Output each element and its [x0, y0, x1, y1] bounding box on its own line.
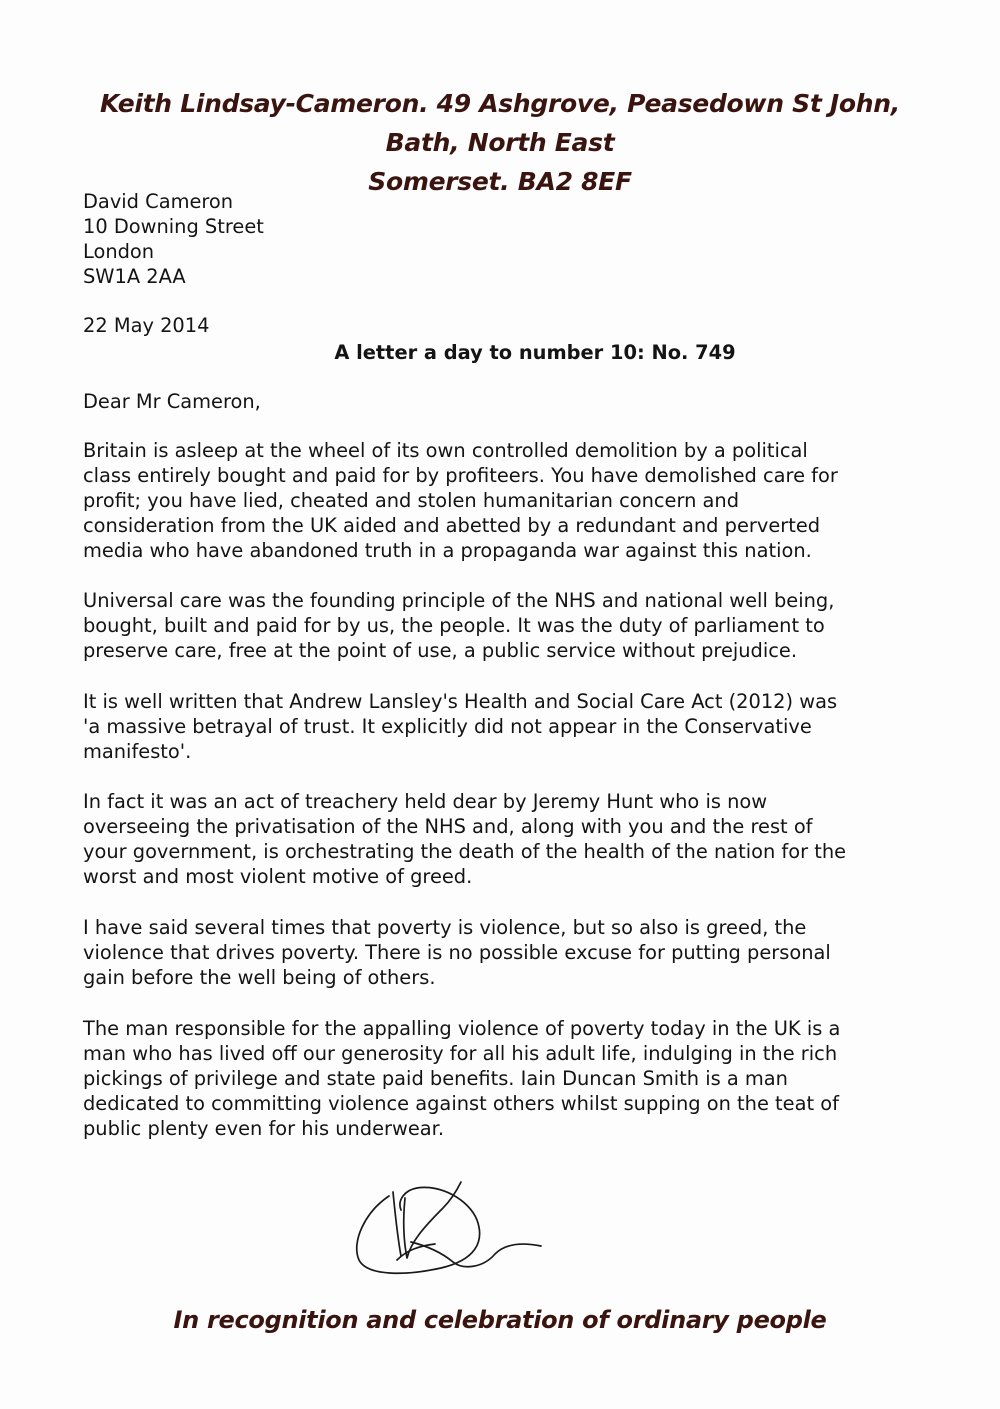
paragraph-line: profit; you have lied, cheated and stolen humanitarian concern and: [83, 489, 740, 512]
recipient-name: David Cameron: [83, 190, 234, 213]
handwritten-signature: [345, 1172, 555, 1282]
paragraph-line: I have said several times that poverty is violence, but so also is greed, the: [83, 916, 807, 939]
paragraph-2: [83, 588, 834, 663]
paragraph-line: overseeing the privatisation of the NHS and, along with you and the rest of: [83, 815, 813, 838]
paragraph-line: pickings of privilege and state paid benefits. Iain Duncan Smith is a man: [83, 1067, 788, 1090]
letter-subject: A letter a day to number 10: No. 749: [334, 341, 736, 364]
letterhead-line-2: Somerset. BA2 8EF: [368, 167, 632, 196]
paragraph-line: public plenty even for his underwear.: [83, 1117, 445, 1140]
paragraph-line: dedicated to committing violence against others whilst supping on the teat of: [83, 1092, 839, 1115]
paragraph-line: The man responsible for the appalling violence of poverty today in the UK is a: [83, 1017, 841, 1040]
letterhead-line-1: Keith Lindsay-Cameron. 49 Ashgrove, Peasedown St John, Bath, North East: [100, 89, 900, 157]
paragraph-line: class entirely bought and paid for by profiteers. You have demolished care for: [83, 464, 838, 487]
paragraph-line: It is well written that Andrew Lansley's Health and Social Care Act (2012) was: [83, 690, 838, 713]
recipient-city: London: [83, 240, 155, 263]
paragraph-line: Britain is asleep at the wheel of its own controlled demolition by a political: [83, 439, 808, 462]
recipient-street: 10 Downing Street: [83, 215, 264, 238]
paragraph-line: In fact it was an act of treachery held dear by Jeremy Hunt who is now: [83, 790, 768, 813]
paragraph-line: manifesto'.: [83, 740, 192, 763]
paragraph-line: gain before the well being of others.: [83, 966, 436, 989]
salutation: Dear Mr Cameron,: [83, 390, 261, 413]
paragraph-line: consideration from the UK aided and abetted by a redundant and perverted: [83, 514, 821, 537]
paragraph-line: bought, built and paid for by us, the people. It was the duty of parliament to: [83, 614, 825, 637]
footer-tagline: In recognition and celebration of ordinary people: [173, 1306, 827, 1334]
paragraph-line: man who has lived off our generosity for all his adult life, indulging in the rich: [83, 1042, 838, 1065]
recipient-postcode: SW1A 2AA: [83, 265, 186, 288]
paragraph-4: [83, 789, 846, 889]
paragraph-1: [83, 438, 838, 563]
paragraph-line: 'a massive betrayal of trust. It explicitly did not appear in the Conservative: [83, 715, 812, 738]
letterhead: [60, 84, 940, 201]
paragraph-5: [83, 915, 831, 990]
paragraph-3: [83, 689, 837, 764]
letter-date: 22 May 2014: [83, 314, 210, 337]
paragraph-line: violence that drives poverty. There is no possible excuse for putting personal: [83, 941, 831, 964]
paragraph-6: [83, 1016, 840, 1141]
paragraph-line: Universal care was the founding principle of the NHS and national well being,: [83, 589, 835, 612]
paragraph-line: your government, is orchestrating the death of the health of the nation for the: [83, 840, 847, 863]
paragraph-line: preserve care, free at the point of use, a public service without prejudice.: [83, 639, 797, 662]
paragraph-line: media who have abandoned truth in a propaganda war against this nation.: [83, 539, 812, 562]
recipient-address: [83, 189, 264, 289]
paragraph-line: worst and most violent motive of greed.: [83, 865, 473, 888]
